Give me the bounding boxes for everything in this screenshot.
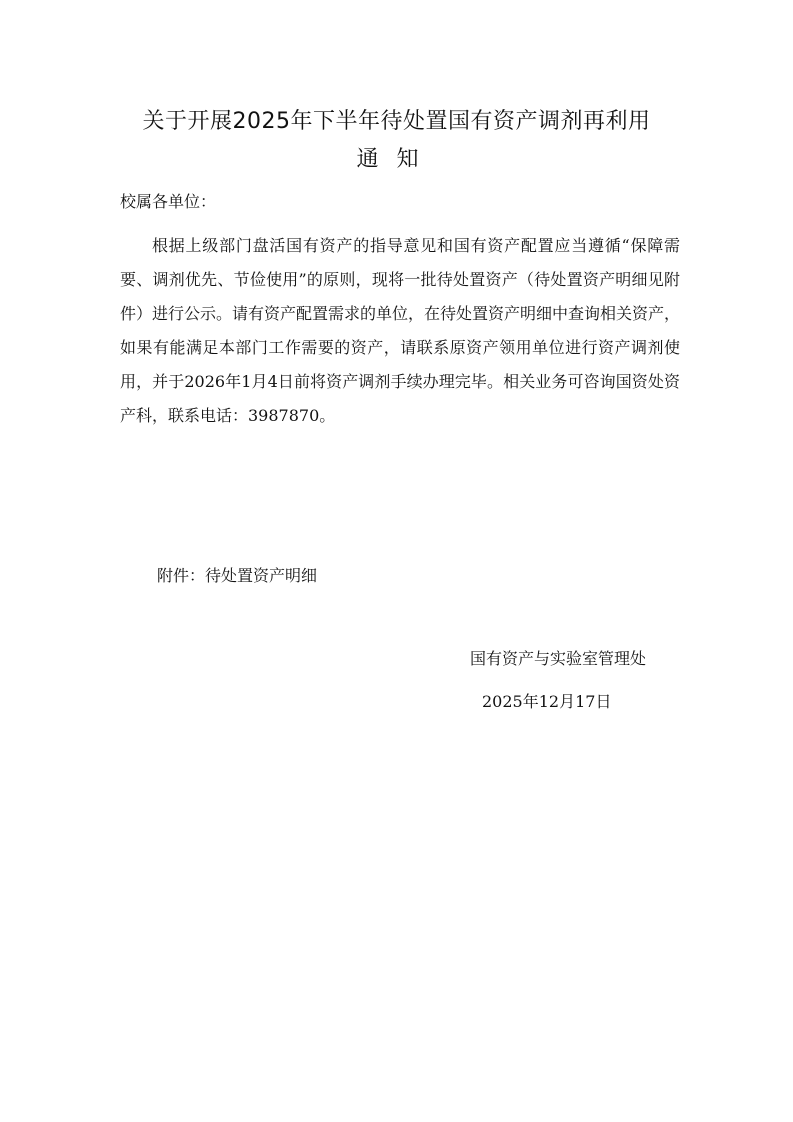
signer: 国有资产与实验室管理处 — [470, 649, 647, 668]
body-paragraph: 根据上级部门盘活国有资产的指导意见和国有资产配置应当遵循“保障需要、调剂优先、节俭使用”的原则，现将一批待处置资产（待处置资产明细见附件）进行公示。请有资产配置需求的单位，在待处置资产明细中查询相关资产，如果有能满足本部门工作需要的资产，请联系原资产领用单位进行资产调剂使用，并于2026年1月4日前将资产调剂手续办理完毕。相关业务可咨询国资处资产科，联系电话：3987870。 — [120, 236, 681, 425]
issue-date: 2025年12月17日 — [482, 692, 612, 711]
salutation: 校属各单位： — [120, 192, 217, 211]
document-title-line2: 通知 — [356, 147, 437, 172]
document-title-line1: 关于开展2025年下半年待处置国有资产调剂再利用 — [142, 109, 651, 134]
attachment-note: 附件：待处置资产明细 — [157, 566, 318, 585]
